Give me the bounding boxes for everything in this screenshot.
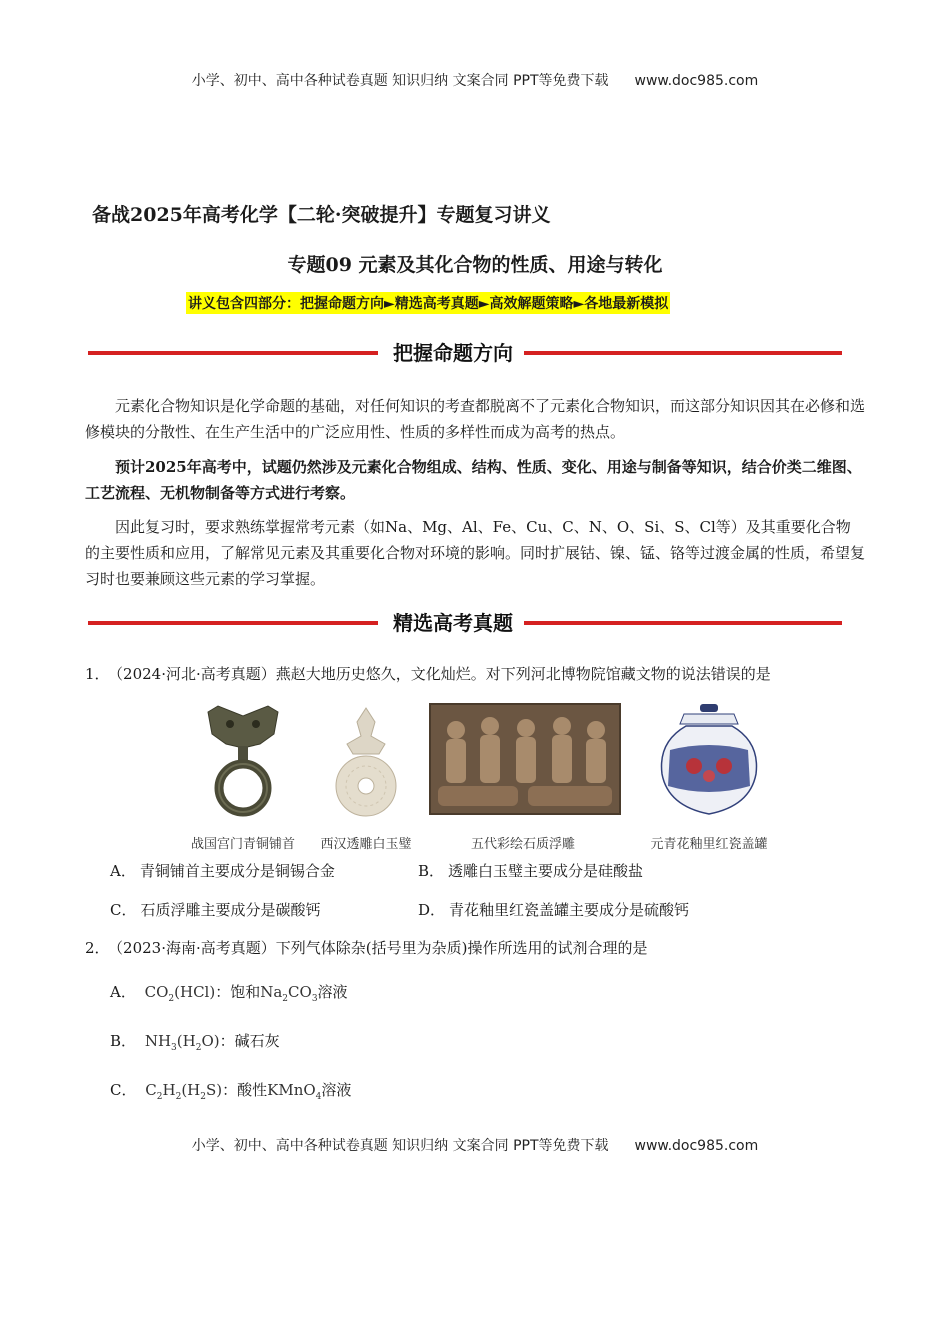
option-text: ：酸性 xyxy=(222,1081,268,1099)
footer-url[interactable]: www.doc985.com xyxy=(634,1138,759,1154)
site-footer xyxy=(0,1135,950,1155)
paragraph-forecast: 预计2025年高考中，试题仍然涉及元素化合物组成、结构、性质、变化、用途与制备等知识，结合价类二维图、工艺流程、无机物制备等方式进行考察。 xyxy=(85,458,862,502)
document-title: 备战2025年高考化学【二轮·突破提升】专题复习讲义 xyxy=(92,204,551,226)
footer-text: 小学、初中、高中各种试卷真题 知识归纳 文案合同 PPT等免费下载 xyxy=(191,1138,609,1154)
question-stem: （2024·河北·高考真题）燕赵大地历史悠久，文化灿烂。对下列河北博物院馆藏文物的说法错误的是 xyxy=(115,665,771,683)
header-url[interactable]: www.doc985.com xyxy=(634,73,759,89)
option-letter: A． xyxy=(110,983,136,1001)
header-text: 小学、初中、高中各种试卷真题 知识归纳 文案合同 PPT等免费下载 xyxy=(191,73,609,89)
parts-overview: 讲义包含四部分：把握命题方向►精选高考真题►高效解题策略►各地最新模拟 xyxy=(186,292,670,314)
option-text: ：碱石灰 xyxy=(219,1032,280,1050)
figure-caption: 战国宫门青铜铺首 xyxy=(190,837,295,852)
option-letter: D． xyxy=(418,901,446,919)
topic-title: 专题09 元素及其化合物的性质、用途与转化 xyxy=(287,254,663,276)
porcelain-jar-image xyxy=(614,702,804,820)
option-text-suffix: 溶液 xyxy=(317,983,348,1001)
banner-line-right xyxy=(524,351,842,355)
banner-line-left xyxy=(88,621,378,625)
option-text: 青铜铺首主要成分是铜锡合金 xyxy=(139,862,335,880)
site-header xyxy=(0,70,950,90)
option-a[interactable] xyxy=(110,981,348,1004)
figure-stone-relief xyxy=(428,702,618,852)
figure-porcelain-jar xyxy=(614,702,804,852)
option-letter: A． xyxy=(110,862,136,880)
option-a[interactable] xyxy=(110,860,335,881)
question-stem: （2023·海南·高考真题）下列气体除杂(括号里为杂质)操作所选用的试剂合理的是 xyxy=(115,939,648,957)
formula-na2co3: $Na_2CO_3$ xyxy=(260,983,318,1004)
option-c[interactable] xyxy=(110,1079,351,1102)
section-title: 精选高考真题 xyxy=(393,611,513,635)
option-text: 石质浮雕主要成分是碳酸钙 xyxy=(140,901,321,919)
question-2 xyxy=(85,937,647,958)
figure-caption: 西汉透雕白玉璧 xyxy=(320,837,412,852)
option-letter: B． xyxy=(418,862,445,880)
option-letter: C． xyxy=(110,901,137,919)
option-b[interactable] xyxy=(418,860,643,881)
formula-co2-hcl: $CO_2(HCl)$ xyxy=(144,983,216,1004)
option-letter: C． xyxy=(110,1081,137,1099)
question-number: 1． xyxy=(85,665,110,683)
option-b[interactable] xyxy=(110,1030,280,1053)
question-number: 2． xyxy=(85,939,110,957)
stone-relief-image xyxy=(428,702,622,820)
option-text: 青花釉里红瓷盖罐主要成分是硫酸钙 xyxy=(449,901,690,919)
paragraph-intro: 元素化合物知识是化学命题的基础，对任何知识的考查都脱离不了元素化合物知识，而这部分知识因其在必修和选修模块的分散性、在生产生活中的广泛应用性、性质的多样性而成为高考的热点。 xyxy=(85,397,866,441)
option-text: ：饱和 xyxy=(215,983,261,1001)
formula-c2h2-h2s: $C_2H_2(H_2S)$ xyxy=(145,1081,223,1102)
banner-line-right xyxy=(524,621,842,625)
option-d[interactable] xyxy=(418,899,689,920)
section-title: 把握命题方向 xyxy=(393,341,513,365)
formula-kmno4: KMnO$_4$ xyxy=(267,1081,322,1102)
option-c[interactable] xyxy=(110,899,321,920)
figure-caption: 五代彩绘石质浮雕 xyxy=(470,837,575,852)
banner-line-left xyxy=(88,351,378,355)
option-text-suffix: 溶液 xyxy=(321,1081,352,1099)
option-text: 透雕白玉璧主要成分是硅酸盐 xyxy=(448,862,644,880)
section-banner-exam xyxy=(88,608,842,638)
section-banner-direction xyxy=(88,338,842,368)
formula-nh3-h2o: $NH_3(H_2O)$ xyxy=(144,1032,220,1053)
question-1 xyxy=(85,663,771,684)
paragraph-review: 因此复习时，要求熟练掌握常考元素（如Na、Mg、Al、Fe、Cu、C、N、O、Si、S、Cl等）及其重要化合物的主要性质和应用，了解常见元素及其重要化合物对环境的影响。同时扩展钴、镍、锰、铬等过渡金属的性质，希望复习时也要兼顾这些元素的学习掌握。 xyxy=(85,518,866,588)
figure-caption: 元青花釉里红瓷盖罐 xyxy=(650,837,768,852)
option-letter: B． xyxy=(110,1032,137,1050)
